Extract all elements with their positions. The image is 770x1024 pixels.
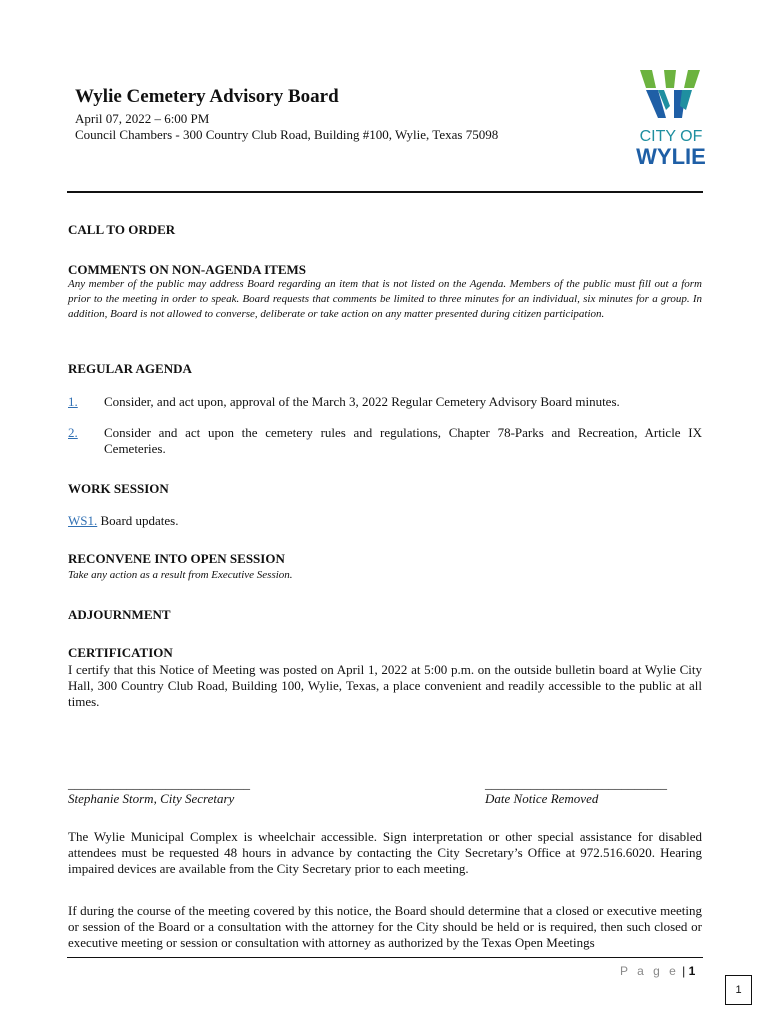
accessibility-notice: The Wylie Municipal Complex is wheelchair accessible. Sign interpretation or other special assistance for disabled attendees must be requested 48 hours in advance by contacting the City Secretary’s Office at 972.516.6020. Hearing impaired devices are available from the City Secretary prior to each meeting. — [68, 829, 702, 876]
ws1-link[interactable]: WS1. — [68, 513, 98, 528]
reconvene-heading: RECONVENE INTO OPEN SESSION — [68, 551, 285, 566]
certification-text: I certify that this Notice of Meeting was posted on April 1, 2022 at 5:00 p.m. on the outside bulletin board at Wylie City Hall, 300 Country Club Road, Building 100, Wylie, Texas, a place convenient and readily accessible to the public at all times. — [68, 662, 702, 709]
city-logo — [630, 66, 710, 170]
footer-divider — [67, 957, 703, 958]
meeting-location: Council Chambers - 300 Country Club Road, Building #100, Wylie, Texas 75098 — [75, 127, 499, 142]
page-label: P a g e — [620, 964, 679, 978]
page-footer — [620, 964, 695, 978]
page-number: 1 — [688, 964, 696, 978]
agenda-item-2-number[interactable]: 2. — [68, 425, 78, 440]
closed-session-notice: If during the course of the meeting covered by this notice, the Board should determine that a closed or executive meeting or session of the Board or a consultation with the attorney for the City should be held or is required, then such closed or executive meeting or session or consultation with attorney as authorized by the Texas Open Meetings — [68, 903, 702, 950]
signature-label-right: Date Notice Removed — [485, 791, 599, 806]
page-separator: | — [682, 964, 686, 978]
logo-text-city-of: CITY OF — [639, 128, 703, 145]
page-title: Wylie Cemetery Advisory Board — [75, 86, 339, 107]
adjournment-heading: ADJOURNMENT — [68, 607, 171, 622]
signature-line-left: ____________________________ — [68, 776, 250, 791]
certification-heading: CERTIFICATION — [68, 645, 173, 660]
agenda-item-2-text: Consider and act upon the cemetery rules and regulations, Chapter 78-Parks and Recreation, Article IX Cemeteries. — [104, 425, 702, 456]
agenda-item-1-number[interactable]: 1. — [68, 394, 78, 409]
call-to-order-heading: CALL TO ORDER — [68, 222, 176, 237]
reconvene-text: Take any action as a result from Executive Session. — [68, 569, 293, 581]
agenda-item-1-text: Consider, and act upon, approval of the March 3, 2022 Regular Cemetery Advisory Board minutes. — [104, 394, 620, 409]
work-session-heading: WORK SESSION — [68, 481, 169, 496]
comments-text: Any member of the public may address Board regarding an item that is not listed on the Agenda. Members of the public must fill out a form prior to the meeting in order to speak. Board requests that comments be limited to three minutes for an individual, six minutes for a group. In addition, Board is not allowed to converse, deliberate or take action on any matter presented during citizen participation. — [68, 278, 702, 320]
regular-agenda-heading: REGULAR AGENDA — [68, 361, 192, 376]
ws1-text: Board updates. — [100, 513, 179, 528]
work-session-item — [68, 513, 178, 529]
header-divider — [67, 191, 703, 193]
logo-text-wylie: WYLIE — [636, 144, 706, 169]
corner-page-box: 1 — [725, 975, 752, 1005]
meeting-date: April 07, 2022 – 6:00 PM — [75, 111, 210, 126]
signature-line-right: ____________________________ — [485, 776, 667, 791]
comments-heading: COMMENTS ON NON-AGENDA ITEMS — [68, 262, 306, 277]
signature-label-left: Stephanie Storm, City Secretary — [68, 791, 235, 806]
